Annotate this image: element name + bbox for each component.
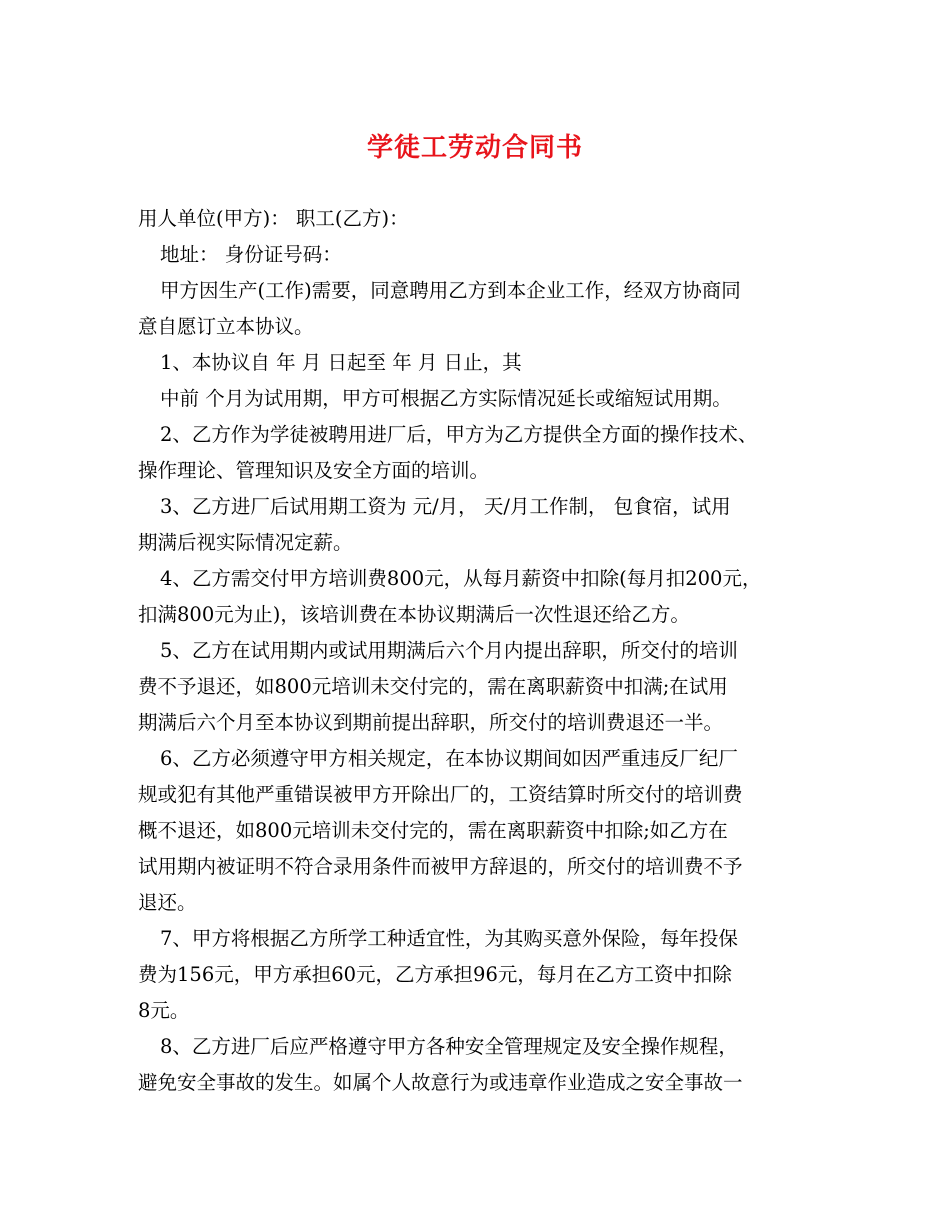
clause-5-line: 5、乙方在试用期内或试用期满后六个月内提出辞职，所交付的培训	[160, 639, 738, 662]
clause-8-line: 避免安全事故的发生。如属个人故意行为或违章作业造成之安全事故一	[138, 1071, 743, 1094]
clause-3-line: 期满后视实际情况定薪。	[138, 531, 353, 554]
clause-7-line: 8元。	[138, 999, 190, 1022]
clause-1-line: 中前 个月为试用期，甲方可根据乙方实际情况延长或缩短试用期。	[160, 387, 732, 410]
clause-4-line: 4、乙方需交付甲方培训费800元，从每月薪资中扣除(每月扣200元，	[160, 567, 762, 590]
clause-6-line: 试用期内被证明不符合录用条件而被甲方辞退的，所交付的培训费不予	[138, 855, 743, 878]
clause-1-line: 1、本协议自 年 月 日起至 年 月 日止，其	[160, 351, 522, 374]
clause-6-line: 概不退还，如800元培训未交付完的，需在离职薪资中扣除;如乙方在	[138, 819, 728, 842]
address-line: 地址： 身份证号码：	[160, 243, 342, 266]
paragraph-line: 意自愿订立本协议。	[138, 315, 314, 338]
clause-7-line: 费为156元，甲方承担60元，乙方承担96元，每月在乙方工资中扣除	[138, 963, 732, 986]
clause-6-line: 6、乙方必须遵守甲方相关规定，在本协议期间如因严重违反厂纪厂	[160, 747, 738, 770]
clause-2-line: 2、乙方作为学徒被聘用进厂后，甲方为乙方提供全方面的操作技术、	[160, 423, 758, 446]
clause-6-line: 规或犯有其他严重错误被甲方开除出厂的，工资结算时所交付的培训费	[138, 783, 743, 806]
document-title: 学徒工劳动合同书	[366, 133, 583, 163]
clause-7-line: 7、甲方将根据乙方所学工种适宜性，为其购买意外保险，每年投保	[160, 927, 738, 950]
clause-6-line: 退还。	[138, 891, 197, 914]
clause-5-line: 费不予退还，如800元培训未交付完的，需在离职薪资中扣满;在试用	[138, 675, 728, 698]
clause-8-line: 8、乙方进厂后应严格遵守甲方各种安全管理规定及安全操作规程，	[160, 1035, 738, 1058]
party-line: 用人单位(甲方)： 职工(乙方)：	[138, 207, 409, 230]
clause-4-line: 扣满800元为止)，该培训费在本协议期满后一次性退还给乙方。	[138, 603, 690, 626]
clause-2-line: 操作理论、管理知识及安全方面的培训。	[138, 459, 490, 482]
clause-3-line: 3、乙方进厂后试用期工资为 元/月， 天/月工作制， 包食宿，试用	[160, 495, 731, 518]
paragraph-line: 甲方因生产(工作)需要，同意聘用乙方到本企业工作，经双方协商同	[160, 279, 741, 302]
clause-5-line: 期满后六个月至本协议到期前提出辞职，所交付的培训费退还一半。	[138, 711, 724, 734]
